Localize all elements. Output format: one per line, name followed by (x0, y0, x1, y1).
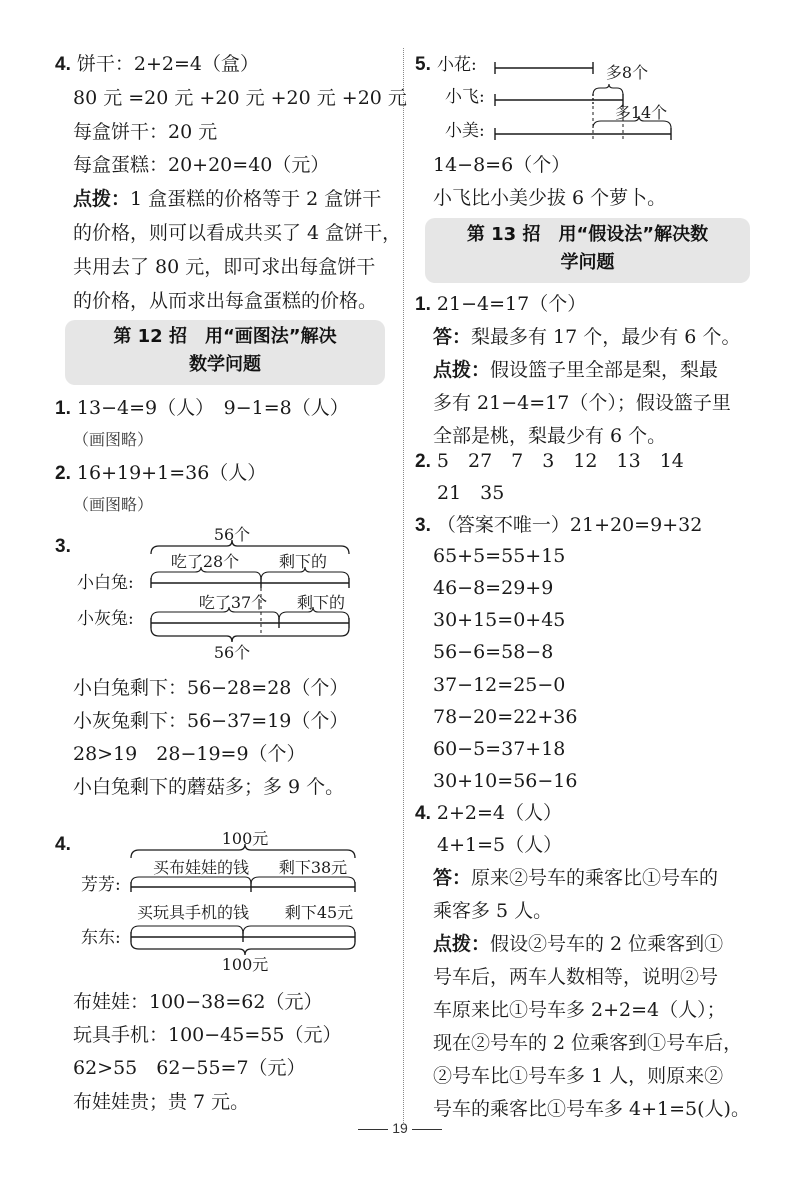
q3-row1-left: 剩下的 (278, 552, 328, 571)
s13-q1-tip-line3: 全部是桃，梨最少有 6 个。 (433, 425, 667, 447)
s13-q4-answer-label: 答： (433, 867, 472, 889)
q4-line3: 每盒饼干：20 元 (73, 121, 218, 143)
q4-tip-line3: 共用去了 80 元，即可求出每盒饼干 (73, 256, 376, 278)
q5-more1-brace (593, 84, 623, 95)
q3-row2-name: 小灰兔: (77, 609, 134, 629)
q4d-row2-spent: 买玩具手机的钱 (136, 903, 250, 922)
q4d-row1-left-brace (251, 877, 355, 884)
s13-q4-answer-line1 (433, 866, 718, 890)
s13-q3-header (415, 513, 702, 538)
q3-total-top: 56个 (213, 525, 251, 544)
q4d-total-bottom: 100元 (221, 955, 269, 974)
s13-q4-line1 (415, 801, 562, 826)
s13-q4-line2: 4+1=5（人） (437, 834, 563, 856)
s13-q1-tip-line2: 多有 21−4=17（个）；假设篮子里 (433, 392, 731, 414)
page-number: 19 (392, 1120, 408, 1136)
q5-line1: 14−8=6（个） (433, 154, 571, 176)
s13-q1-answer-text: 梨最多有 17 个，最少有 6 个。 (471, 326, 741, 348)
q5-name1: 小花: (437, 55, 477, 75)
s13-q4-tip-line5: ②号车比①号车多 1 人，则原来② (433, 1065, 724, 1087)
s13-q1-answer-label: 答： (433, 326, 472, 348)
q5-name3: 小美: (445, 121, 485, 141)
s12-q4-line3: 62>55 62−55=7（元） (73, 1057, 306, 1079)
s13-q2-text1: 5 27 7 3 12 13 14 (436, 450, 684, 472)
s12-q3-label: 3. (55, 536, 71, 557)
s13-q3-eq: 65+5=55+15 (433, 545, 566, 567)
q3-row1-left-brace (261, 567, 349, 580)
q4-tip-line1 (73, 187, 381, 211)
q5-name2: 小飞: (445, 87, 485, 107)
s12-q1-note: （画图略） (73, 430, 154, 449)
s13-q3-eq: 46−8=29+9 (433, 577, 554, 599)
q4-line4: 每盒蛋糕：20+20=40（元） (73, 154, 330, 176)
s12-q4-line1: 布娃娃：100−38=62（元） (73, 991, 323, 1013)
q4d-row1-spent-brace (131, 877, 251, 884)
s13-q4-tip-line1 (433, 932, 723, 956)
radish-comparison-diagram (415, 48, 705, 148)
s13-q1-answer (433, 325, 740, 349)
s13-q4-tip-line3: 车原来比①号车多 2+2=4（人）； (433, 999, 726, 1021)
s13-q1-tip-label: 点拨： (433, 359, 491, 381)
q4d-row1-left: 剩下38元 (278, 858, 348, 877)
s13-q3-eq: 56−6=58−8 (433, 641, 554, 663)
q4d-row2-left-brace (243, 926, 355, 934)
s13-q4-answer-text1: 原来②号车的乘客比①号车的 (471, 867, 719, 889)
q4-label: 4. (55, 54, 71, 75)
s13-q1-tip-text1: 假设篮子里全部是梨，梨最 (490, 359, 719, 381)
q4d-total-top: 100元 (221, 829, 269, 848)
s12-q4-line4: 布娃娃贵；贵 7 元。 (73, 1091, 250, 1113)
s13-q3-header-text: （答案不唯一）21+20=9+32 (436, 514, 703, 536)
q4-tip-line2: 的价格，则可以看成共买了 4 盒饼干， (73, 222, 402, 244)
column-divider (403, 48, 404, 1123)
section-13-title-row2: 学问题 (560, 252, 615, 273)
q4d-row1-name: 芳芳: (81, 875, 121, 895)
page-footer (0, 1120, 800, 1136)
s12-q2-line (55, 461, 266, 486)
q3-total-bottom: 56个 (213, 643, 251, 662)
s13-q2-label: 2. (415, 451, 431, 472)
s13-q2-line2: 21 35 (437, 482, 505, 504)
q5-more1: 多8个 (605, 63, 649, 82)
q3-row2-eaten: 吃了37个 (198, 593, 268, 612)
s13-q1-text: 21−4=17（个） (436, 293, 587, 315)
q4-tip-label: 点拨： (73, 188, 131, 210)
s13-q1-label: 1. (415, 294, 431, 315)
s13-q4-text1: 2+2=4（人） (436, 802, 563, 824)
s12-q2-note: （画图略） (73, 495, 154, 514)
s13-q3-eq: 30+10=56−16 (433, 770, 578, 792)
q5-label: 5. (415, 54, 431, 75)
section-12-title-row1: 第 12 招 用“画图法”解决 (113, 326, 337, 347)
q3-row2-left: 剩下的 (296, 593, 346, 612)
q4d-row1-spent: 买布娃娃的钱 (152, 858, 250, 877)
q3-row1-eaten: 吃了28个 (170, 552, 240, 571)
s13-q1-line (415, 292, 586, 317)
q3-row1-name: 小白兔: (77, 573, 134, 593)
s12-q2-label: 2. (55, 463, 71, 484)
s12-q3-line2: 小灰兔剩下：56−37=19（个） (73, 710, 349, 732)
q4-line1-text: 饼干：2+2=4（盒） (76, 53, 260, 75)
s12-q3-line1: 小白兔剩下：56−28=28（个） (73, 677, 349, 699)
toy-price-diagram (55, 822, 375, 972)
s13-q2-line1 (415, 449, 684, 474)
q5-more2: 多14个 (614, 103, 668, 122)
s13-q3-eq: 37−12=25−0 (433, 674, 566, 696)
s12-q3-line4: 小白兔剩下的蘑菇多；多 9 个。 (73, 776, 345, 798)
footer-dash-left (358, 1129, 388, 1130)
s13-q1-tip-line1 (433, 358, 718, 382)
s13-q4-tip-label: 点拨： (433, 933, 491, 955)
s12-q2-text: 16+19+1=36（人） (76, 462, 267, 484)
q4d-row2-spent-brace (131, 926, 243, 934)
section-13-heading (425, 218, 750, 283)
s12-q1-line (55, 396, 349, 421)
section-12-heading (65, 320, 385, 385)
s12-q4-label: 4. (55, 834, 71, 855)
q4-tip-line4: 的价格，从而求出每盒蛋糕的价格。 (73, 290, 378, 312)
q4-tip-text1: 1 盒蛋糕的价格等于 2 盒饼干 (130, 188, 382, 210)
s13-q4-answer-line2: 乘客多 5 人。 (433, 900, 553, 922)
s13-q4-tip-line6: 号车的乘客比①号车多 4+1=5(人)。 (433, 1098, 750, 1120)
s13-q3-eq: 30+15=0+45 (433, 609, 566, 631)
s13-q4-tip-line4: 现在②号车的 2 位乘客到①号车后， (433, 1032, 743, 1054)
s12-q4-line2: 玩具手机：100−45=55（元） (73, 1024, 342, 1046)
q5-line2: 小飞比小美少拔 6 个萝卜。 (433, 187, 667, 209)
s13-q4-tip-line2: 号车后，两车人数相等，说明②号 (433, 966, 719, 988)
s13-q4-tip-text1: 假设②号车的 2 位乘客到① (490, 933, 724, 955)
s12-q1-text: 13−4=9（人） 9−1=8（人） (76, 397, 349, 419)
rabbit-mushroom-diagram (55, 520, 355, 662)
s13-q3-eq: 60−5=37+18 (433, 738, 566, 760)
s13-q3-eq: 78−20=22+36 (433, 706, 578, 728)
footer-dash-right (412, 1129, 442, 1130)
q4-line2: 80 元 =20 元 +20 元 +20 元 +20 元 (73, 87, 407, 109)
q4d-bottom-brace (131, 942, 355, 955)
q4d-row2-left: 剩下45元 (284, 903, 354, 922)
q3-bottom-brace (151, 628, 349, 642)
s12-q1-label: 1. (55, 398, 71, 419)
q4-line1 (55, 52, 259, 77)
q4d-row2-name: 东东: (81, 928, 121, 948)
s13-q3-label: 3. (415, 515, 431, 536)
s13-q4-label: 4. (415, 803, 431, 824)
section-12-title-row2: 数学问题 (189, 354, 261, 375)
s12-q3-line3: 28>19 28−19=9（个） (73, 743, 306, 765)
section-13-title-row1: 第 13 招 用“假设法”解决数 (466, 224, 709, 245)
